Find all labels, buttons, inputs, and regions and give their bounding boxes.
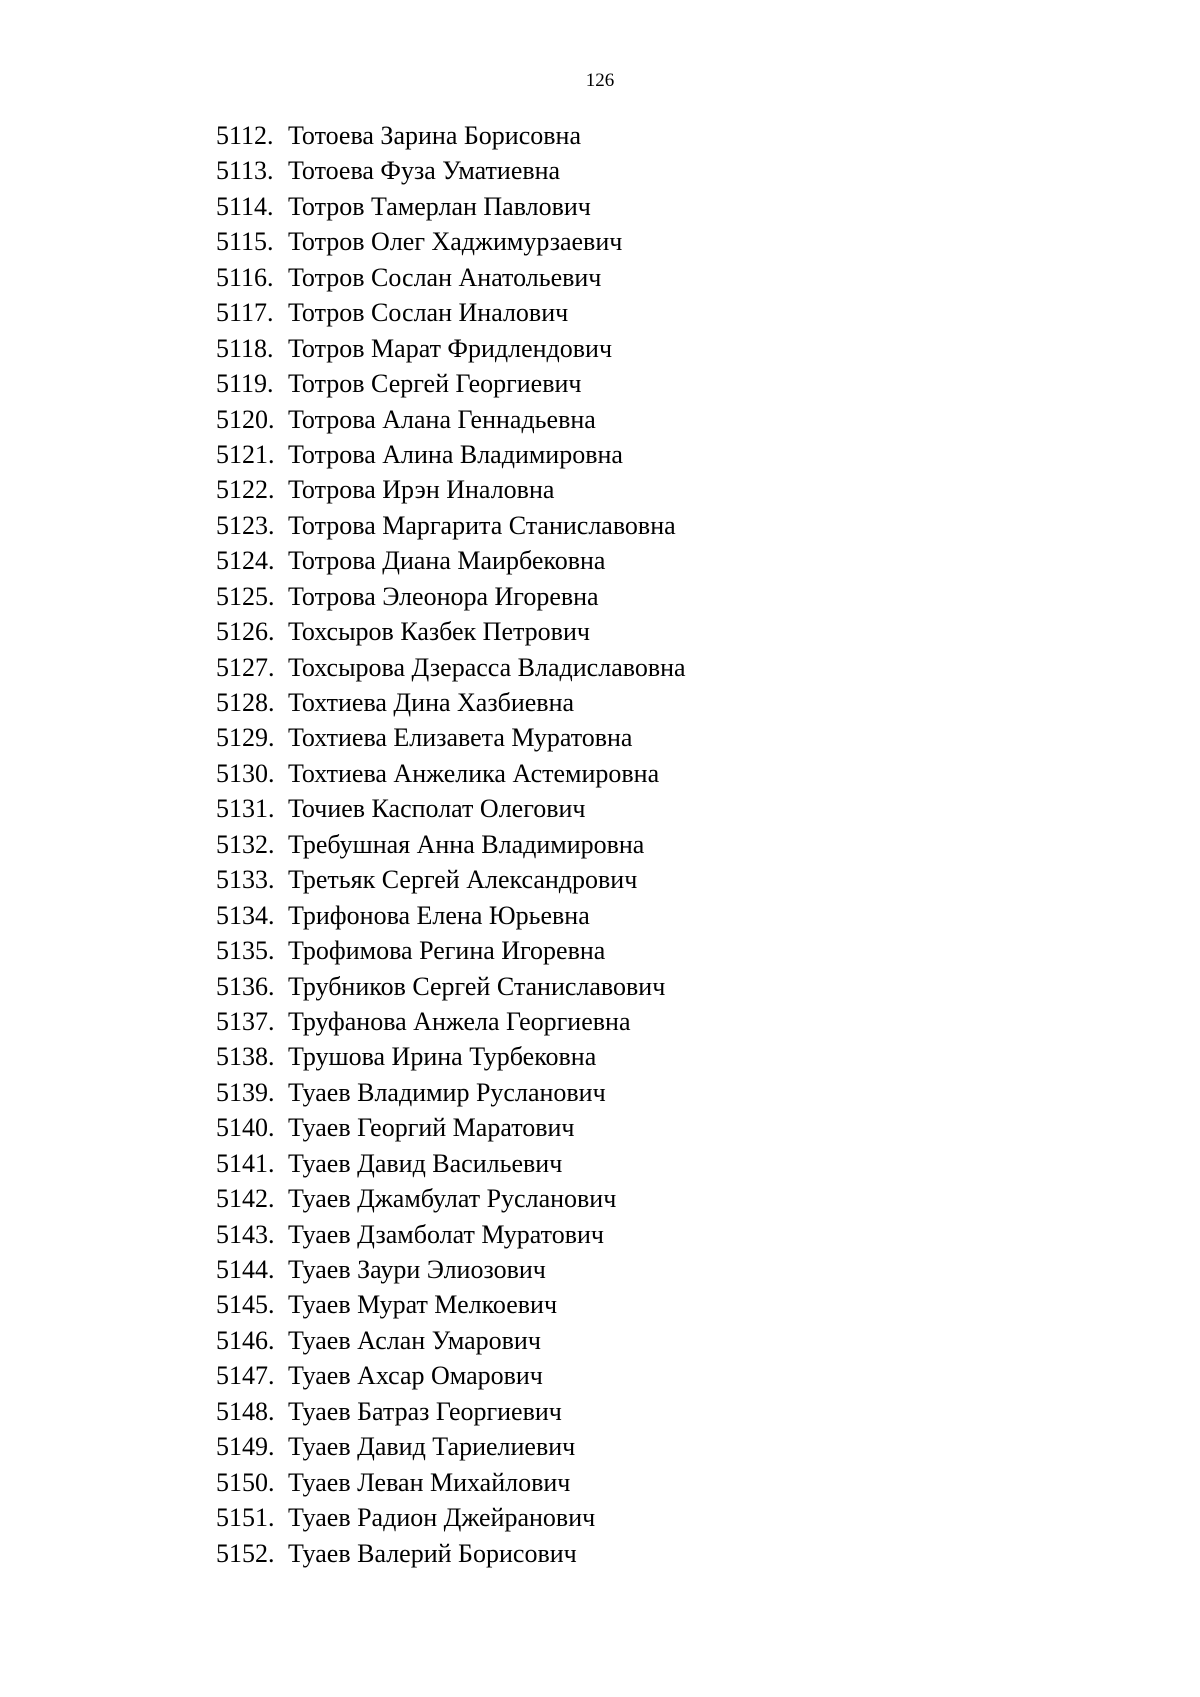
entry-name: Тотров Олег Хаджимурзаевич bbox=[288, 227, 623, 257]
list-item bbox=[216, 1252, 686, 1287]
list-item bbox=[216, 685, 686, 720]
entry-number: 5145. bbox=[216, 1290, 275, 1320]
entry-name: Тотров Сослан Иналович bbox=[288, 298, 569, 328]
entry-name: Тотрова Элеонора Игоревна bbox=[288, 581, 599, 611]
list-item bbox=[216, 1323, 686, 1358]
list-item bbox=[216, 1110, 686, 1145]
entry-number: 5127. bbox=[216, 652, 275, 682]
entry-number: 5118. bbox=[216, 333, 274, 363]
entry-number: 5120. bbox=[216, 404, 275, 434]
entry-number: 5139. bbox=[216, 1077, 275, 1107]
list-item bbox=[216, 862, 686, 897]
entry-number: 5141. bbox=[216, 1148, 275, 1178]
entry-number: 5142. bbox=[216, 1184, 275, 1214]
entry-name: Тотрова Алина Владимировна bbox=[288, 439, 623, 469]
entry-name: Туаев Дзамболат Муратович bbox=[288, 1219, 604, 1249]
entry-number: 5125. bbox=[216, 581, 275, 611]
entry-number: 5149. bbox=[216, 1432, 275, 1462]
entry-number: 5131. bbox=[216, 794, 275, 824]
entry-name: Туаев Ахсар Омарович bbox=[288, 1361, 543, 1391]
entry-number: 5138. bbox=[216, 1042, 275, 1072]
entry-number: 5130. bbox=[216, 758, 275, 788]
entry-number: 5114. bbox=[216, 191, 274, 221]
page-number: 126 bbox=[585, 70, 615, 91]
entry-name: Туаев Джамбулат Русланович bbox=[288, 1184, 617, 1214]
list-item bbox=[216, 118, 686, 153]
list-item bbox=[216, 898, 686, 933]
entry-name: Туаев Георгий Маратович bbox=[288, 1113, 575, 1143]
entry-number: 5146. bbox=[216, 1325, 275, 1355]
entry-name: Трифонова Елена Юрьевна bbox=[288, 900, 590, 930]
entry-number: 5117. bbox=[216, 298, 274, 328]
entry-name: Туаев Радион Джейранович bbox=[288, 1503, 596, 1533]
entry-name: Трофимова Регина Игоревна bbox=[288, 936, 606, 966]
entry-name: Труфанова Анжела Георгиевна bbox=[288, 1006, 631, 1036]
entry-number: 5132. bbox=[216, 829, 275, 859]
entry-name: Туаев Аслан Умарович bbox=[288, 1325, 541, 1355]
entry-name: Тохтиева Елизавета Муратовна bbox=[288, 723, 633, 753]
entry-name: Требушная Анна Владимировна bbox=[288, 829, 645, 859]
entry-name: Тотров Сергей Георгиевич bbox=[288, 369, 582, 399]
list-item bbox=[216, 508, 686, 543]
entry-number: 5140. bbox=[216, 1113, 275, 1143]
entry-number: 5144. bbox=[216, 1255, 275, 1284]
entry-number: 5135. bbox=[216, 936, 275, 966]
entry-name: Туаев Мурат Мелкоевич bbox=[288, 1290, 558, 1320]
list-item bbox=[216, 224, 686, 259]
entry-number: 5136. bbox=[216, 971, 275, 1001]
entry-number: 5148. bbox=[216, 1396, 275, 1426]
list-item bbox=[216, 1287, 686, 1322]
list-item bbox=[216, 366, 686, 401]
list-item bbox=[216, 295, 686, 330]
list-item bbox=[216, 969, 686, 1004]
list-item bbox=[216, 827, 686, 862]
entry-number: 5122. bbox=[216, 475, 275, 505]
entry-number: 5137. bbox=[216, 1006, 275, 1036]
entry-number: 5143. bbox=[216, 1219, 275, 1249]
list-item bbox=[216, 614, 686, 649]
entry-name: Туаев Леван Михайлович bbox=[288, 1467, 571, 1497]
list-item bbox=[216, 1536, 686, 1571]
entry-name: Трушова Ирина Турбековна bbox=[288, 1042, 597, 1072]
entry-number: 5115. bbox=[216, 227, 274, 257]
entry-number: 5128. bbox=[216, 688, 275, 717]
list-item bbox=[216, 260, 686, 295]
entry-number: 5116. bbox=[216, 262, 274, 292]
list-item bbox=[216, 1358, 686, 1393]
entry-name: Точиев Касполат Олегович bbox=[288, 794, 586, 824]
list-item bbox=[216, 933, 686, 968]
list-item bbox=[216, 791, 686, 826]
list-item bbox=[216, 189, 686, 224]
entry-name: Туаев Валерий Борисович bbox=[288, 1538, 577, 1568]
entry-number: 5124. bbox=[216, 546, 275, 576]
name-list bbox=[216, 118, 686, 1571]
entry-number: 5133. bbox=[216, 865, 275, 895]
list-item bbox=[216, 579, 686, 614]
entry-name: Тотров Марат Фридлендович bbox=[288, 333, 613, 363]
entry-name: Трубников Сергей Станиславович bbox=[288, 971, 666, 1001]
list-item bbox=[216, 1500, 686, 1535]
entry-name: Тотрова Маргарита Станиславовна bbox=[288, 510, 676, 540]
list-item bbox=[216, 402, 686, 437]
list-item bbox=[216, 1146, 686, 1181]
list-item bbox=[216, 1465, 686, 1500]
list-item bbox=[216, 1217, 686, 1252]
entry-number: 5123. bbox=[216, 510, 275, 540]
entry-name: Тохсыров Казбек Петрович bbox=[288, 617, 590, 647]
entry-name: Тотров Сослан Анатольевич bbox=[288, 262, 602, 292]
entry-name: Тотоева Фуза Уматиевна bbox=[288, 156, 561, 186]
list-item bbox=[216, 437, 686, 472]
list-item bbox=[216, 153, 686, 188]
entry-number: 5112. bbox=[216, 121, 274, 150]
entry-number: 5151. bbox=[216, 1503, 275, 1533]
list-item bbox=[216, 1394, 686, 1429]
entry-name: Тотрова Ирэн Иналовна bbox=[288, 475, 555, 505]
list-item bbox=[216, 1429, 686, 1464]
entry-name: Тотоева Зарина Борисовна bbox=[288, 121, 581, 150]
entry-number: 5147. bbox=[216, 1361, 275, 1391]
entry-number: 5150. bbox=[216, 1467, 275, 1497]
list-item bbox=[216, 331, 686, 366]
list-item bbox=[216, 1004, 686, 1039]
list-item bbox=[216, 543, 686, 578]
entry-number: 5152. bbox=[216, 1538, 275, 1568]
entry-name: Тотров Тамерлан Павлович bbox=[288, 191, 591, 221]
list-item bbox=[216, 720, 686, 755]
entry-name: Туаев Давид Тариелиевич bbox=[288, 1432, 576, 1462]
entry-name: Туаев Батраз Георгиевич bbox=[288, 1396, 562, 1426]
entry-name: Третьяк Сергей Александрович bbox=[288, 865, 638, 895]
list-item bbox=[216, 756, 686, 791]
list-item bbox=[216, 472, 686, 507]
entry-number: 5121. bbox=[216, 439, 275, 469]
entry-name: Туаев Заури Элиозович bbox=[288, 1255, 546, 1284]
entry-name: Тохтиева Анжелика Астемировна bbox=[288, 758, 660, 788]
entry-name: Туаев Давид Васильевич bbox=[288, 1148, 563, 1178]
entry-name: Тохтиева Дина Хазбиевна bbox=[288, 688, 575, 717]
entry-number: 5113. bbox=[216, 156, 274, 186]
list-item bbox=[216, 650, 686, 685]
entry-number: 5119. bbox=[216, 369, 274, 399]
list-item bbox=[216, 1075, 686, 1110]
entry-name: Тохсырова Дзерасса Владиславовна bbox=[288, 652, 686, 682]
entry-number: 5134. bbox=[216, 900, 275, 930]
entry-name: Тотрова Диана Маирбековна bbox=[288, 546, 606, 576]
list-item bbox=[216, 1039, 686, 1074]
entry-name: Тотрова Алана Геннадьевна bbox=[288, 404, 596, 434]
entry-name: Туаев Владимир Русланович bbox=[288, 1077, 606, 1107]
entry-number: 5129. bbox=[216, 723, 275, 753]
entry-number: 5126. bbox=[216, 617, 275, 647]
list-item bbox=[216, 1181, 686, 1216]
